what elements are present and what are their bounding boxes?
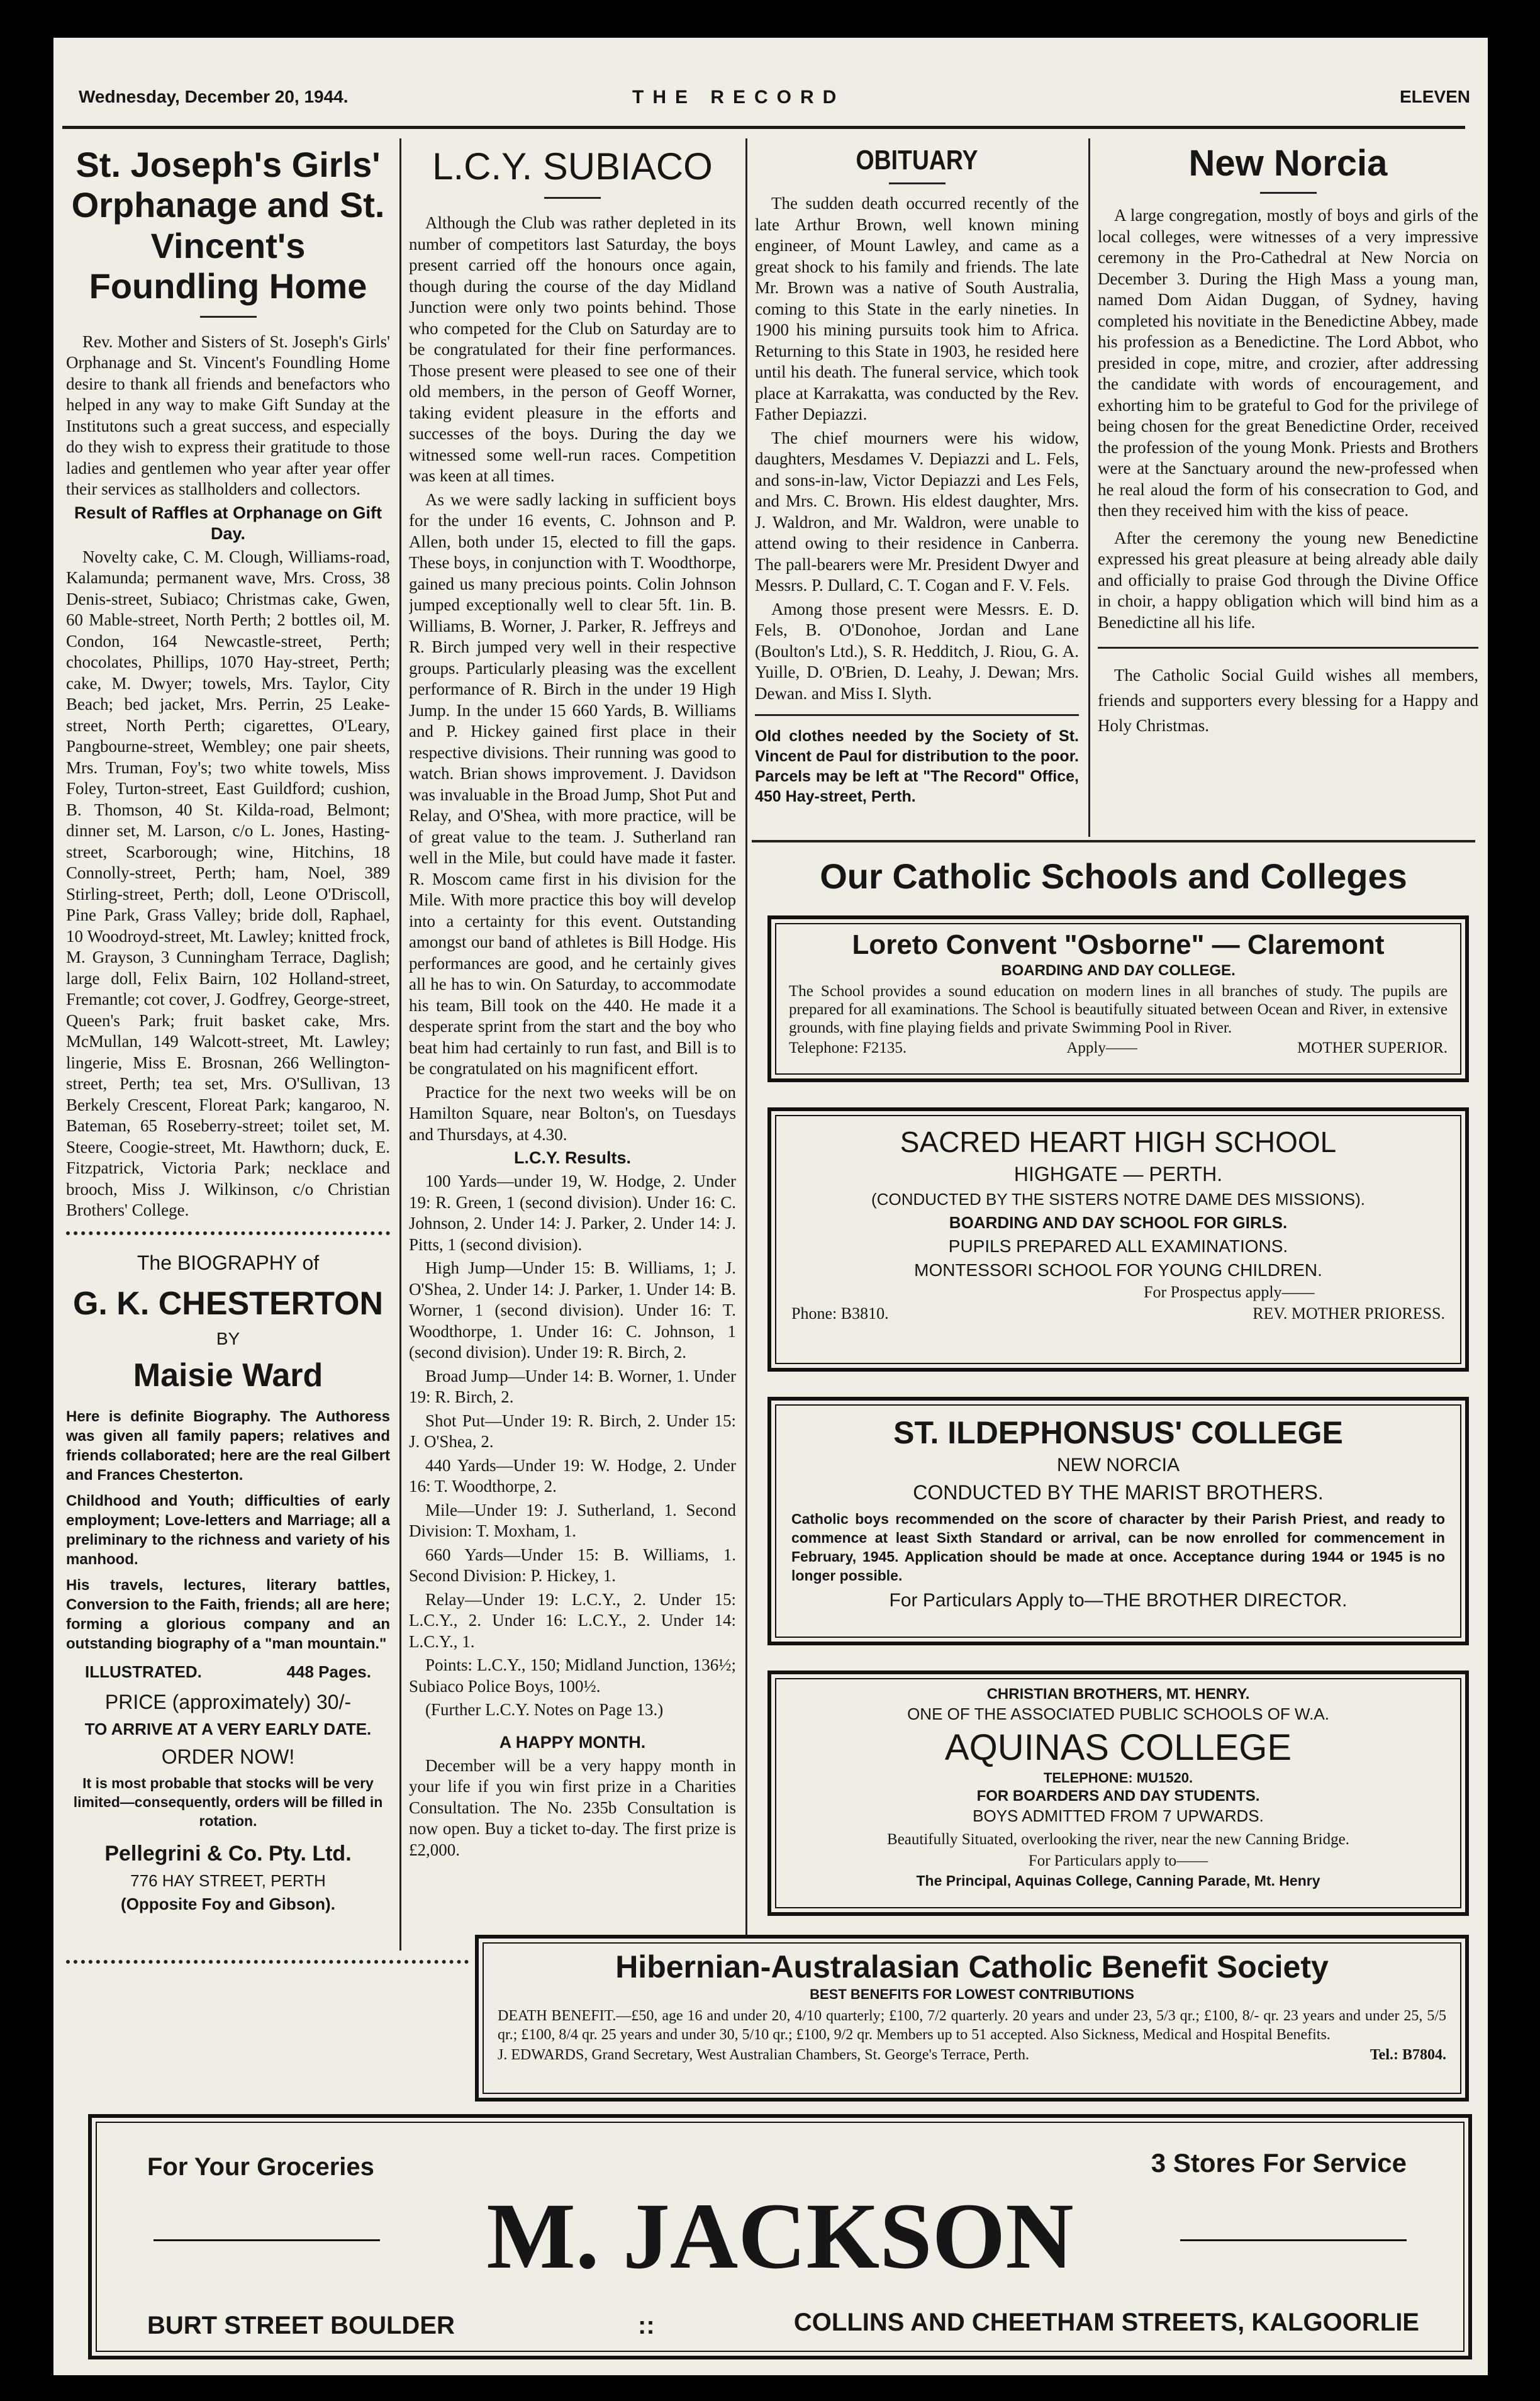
title-rule — [1260, 192, 1317, 194]
lcy-result-line: Mile—Under 19: J. Sutherland, 1. Second Division: T. Moxham, 1. — [409, 1500, 736, 1540]
ildephonsus-name: ST. ILDEPHONSUS' COLLEGE — [893, 1415, 1343, 1450]
lcy-body — [409, 213, 736, 1145]
aquinas-line-1: CHRISTIAN BROTHERS, MT. HENRY. — [986, 1686, 1250, 1703]
lcy-results-heading: L.C.Y. Results. — [513, 1148, 632, 1167]
jackson-separator: :: — [638, 2312, 655, 2339]
column-obituary — [755, 138, 1079, 837]
lcy-para-1: Although the Club was rather depleted in its number of competitors last Saturday, the boys present carried off the honours once again, though during the course of the day Midland Junction were only two points behind. Those who competed for the Club on Saturday are to be congratulated for their fine performances. Those present were pleased to see one of their old members, in the person of Geoff Worner, taking evident pleasure in the efforts and successes of the boys. During the day we witnessed some well-run races. Competition was keen at all times. — [409, 213, 736, 485]
issue-date: Wednesday, December 20, 1944. — [79, 87, 349, 106]
hibernian-secretary: J. EDWARDS, Grand Secretary, West Australian Chambers, St. George's Terrace, Perth. — [498, 2047, 1029, 2063]
norcia-body — [1098, 205, 1478, 633]
hibernian-tagline: BEST BENEFITS FOR LOWEST CONTRIBUTIONS — [810, 1986, 1134, 2002]
biography-subject: G. K. CHESTERTON — [72, 1285, 384, 1322]
loreto-ad-inner — [775, 923, 1461, 1075]
lcy-results — [409, 1171, 736, 1721]
clothes-notice — [755, 726, 1079, 807]
obituary-title: OBITUARY — [856, 145, 978, 176]
jackson-ad — [88, 2114, 1472, 2359]
dotted-divider — [66, 1960, 469, 1964]
lcy-para-2: As we were sadly lacking in sufficient boys for the under 16 events, C. Johnson and P. Allen, both under 15, elected to fill the gaps. These boys, in conjunction with T. Woodthorpe, gained us many precious points. Colin Johnson jumped exceptionally well to clear 5ft. 1in. B. Williams, B. Worner, J. Parker, R. Jeffreys and R. Birch jumped very well in their respective groups. Particularly pleasing was the excellent performance of R. Birch in the under 19 High Jump. In the under 15 660 Yards, B. Williams and P. Hickey gained first place in their respective divisions. Their running was good to watch. Brian shows improvement. J. Davidson was invaluable in the Broad Jump, Shot Put and Relay, and O'Shea, with more practice, will be of great value to the team. J. Sutherland ran well in the Mile, but could have made it faster. R. Moscom came first in his division for the Mile. With more practice this boy will develop into a certainty for this event. Outstanding amongst our band of athletes is Bill Hodge. His performances are good, and he certainly gives all he has to win. On Saturday, to accommodate his team, Bill took on the 440. He made it a desperate sprint from the start and the boy who beat him had certainly to run fast, and Bill is to be congratulated on his magnificent effort. — [409, 490, 736, 1078]
orphanage-title: St. Joseph's Girls' Orphanage and St. Vincent's Foundling Home — [71, 145, 385, 306]
section-rule — [1098, 647, 1478, 649]
obituary-body — [755, 193, 1079, 704]
sacred-montessori: MONTESSORI SCHOOL FOR YOUNG CHILDREN. — [914, 1260, 1322, 1280]
masthead: THE RECORD — [632, 87, 845, 108]
price-label: PRICE (approximately) 30/- — [104, 1690, 352, 1713]
lcy-result-line: Broad Jump—Under 14: B. Worner, 1. Under 19: R. Birch, 2. — [409, 1366, 736, 1406]
obituary-para-2: The chief mourners were his widow, daughters, Mesdames V. Depiazzi and L. Fels, and sons-in-law, Victor Depiazzi and Les Fels, and Mrs. C. Brown. His eldest daughter, Mrs. J. Waldron, and Mr. Waldron, were unable to attend owing to their residence in Canberra. The pall-bearers were Mr. President Dwyer and Messrs. P. Dullard, C. T. Cogan and F. V. Fels. — [755, 428, 1079, 595]
order-now: ORDER NOW! — [161, 1745, 295, 1768]
page-number: ELEVEN — [1400, 87, 1471, 106]
ildephonsus-conducted: CONDUCTED BY THE MARIST BROTHERS. — [913, 1481, 1324, 1504]
jackson-right-address: COLLINS AND CHEETHAM STREETS, KALGOORLIE — [793, 2309, 1419, 2336]
column-rule — [399, 138, 401, 1950]
hibernian-ad — [475, 1935, 1469, 2102]
lcy-result-line: Relay—Under 19: L.C.Y., 2. Under 15: L.C.Y., 2. Under 16: L.C.Y., 2. Under 14: L.C.Y., 1. — [409, 1589, 736, 1651]
jackson-ad-inner — [96, 2122, 1465, 2352]
lcy-result-line: Points: L.C.Y., 150; Midland Junction, 136½; Subiaco Police Boys, 100½. — [409, 1655, 736, 1696]
loreto-contact: MOTHER SUPERIOR. — [1297, 1039, 1448, 1056]
raffle-results — [66, 547, 390, 1221]
lcy-result-line: 660 Yards—Under 15: B. Williams, 1. Second Division: P. Hickey, 1. — [409, 1545, 736, 1585]
pages-label: 448 Pages. — [286, 1662, 371, 1681]
lcy-result-line: High Jump—Under 15: B. Williams, 1; J. O'Shea, 2. Under 14: J. Parker, 1. Under 14: B. Worner, 1 (second division). Under 16: T. Woodthorpe, 1. Under 16: C. Johnson, 1 (second division). Under 19: R. Birch, 2. — [409, 1258, 736, 1362]
column-lcy — [409, 138, 736, 1950]
norcia-para-1: A large congregation, mostly of boys and girls of the local colleges, were witnesses of a very impressive ceremony in the Pro-Cathedral at New Norcia on December 3. During the High Mass a young man, named Dom Aidan Duggan, of Sydney, having completed his novitiate in the Benedictine Abbey, made his profession as a Benedictine. The Lord Abbot, who presided in cope, mitre, and crozier, after addressing the candidate with words of encouragement, and exhorting him to be grateful to God for the privilege of being chosen for the great Benedictine Order, received the profession of the young Monk. Priests and Brothers were at the Sanctuary around the new-professed when he real aloud the form of his consecration to God, and then they received him with the kiss of peace. — [1098, 206, 1478, 520]
schools-rule — [752, 840, 1475, 842]
hibernian-text: DEATH BENEFIT.—£50, age 16 and under 20, 4/10 quarterly; £100, 7/2 quarterly. 20 years and under 23, 5/3 qr.; £100, 8/- qr. 23 years and under 25, 5/5 qr.; £100, 8/4 qr. 25 years and under 30, 5/10 qr.; £100, 9/2 qr. Members up to 51 accepted. Also Sickness, Medical and Hospital Benefits. — [498, 2008, 1446, 2043]
jackson-name: M. JACKSON — [486, 2184, 1074, 2288]
aquinas-line-2: ONE OF THE ASSOCIATED PUBLIC SCHOOLS OF W.A. — [907, 1704, 1329, 1723]
lcy-result-line: 440 Yards—Under 19: W. Hodge, 2. Under 16: T. Woodthorpe, 2. — [409, 1455, 736, 1496]
ildephonsus-desc-wrap — [791, 1509, 1445, 1585]
biography-by: BY — [216, 1328, 240, 1348]
seller-name: Pellegrini & Co. Pty. Ltd. — [104, 1841, 352, 1866]
sacred-heart-ad — [767, 1107, 1469, 1372]
biography-blurb — [66, 1407, 390, 1654]
stock-note: It is most probable that stocks will be very limited—consequently, orders will be filled in rotation. — [73, 1774, 383, 1829]
biography-para-1: Here is definite Biography. The Authoress was given all family papers; relatives and friends collaborated; here are the real Gilbert and Frances Chesterton. — [66, 1408, 390, 1484]
loreto-ad — [767, 915, 1469, 1082]
aquinas-boys: BOYS ADMITTED FROM 7 UPWARDS. — [973, 1806, 1264, 1825]
loreto-phone: Telephone: F2135. — [789, 1039, 907, 1056]
dotted-divider — [66, 1231, 390, 1241]
sacred-conducted: (CONDUCTED BY THE SISTERS NOTRE DAME DES MISSIONS). — [871, 1190, 1365, 1209]
lcy-title: L.C.Y. SUBIACO — [432, 145, 713, 187]
happy-month-text: December will be a very happy month in your life if you win first prize in a Charities Consultation. The No. 235b Consultation is now open. Buy a ticket to-day. The first prize is £2,000. — [409, 1755, 736, 1859]
orphanage-thanks: Rev. Mother and Sisters of St. Joseph's Girls' Orphanage and St. Vincent's Foundling Home desire to thank all friends and benefactors who helped in any way to make Gift Sunday at the Institutons such a great success, and especially do they wish to express their gratitude to those ladies and gentlemen who year after year offer their services as stallholders and collectors. — [66, 332, 390, 499]
aquinas-type: FOR BOARDERS AND DAY STUDENTS. — [976, 1788, 1260, 1805]
loreto-type: BOARDING AND DAY COLLEGE. — [1001, 962, 1236, 979]
illustrated-label: ILLUSTRATED. — [85, 1662, 202, 1681]
orphanage-body — [66, 332, 390, 500]
column-orphanage — [66, 138, 390, 1950]
title-rule — [544, 197, 601, 199]
sacred-phone: Phone: B3810. — [791, 1304, 889, 1323]
ildephonsus-place: NEW NORCIA — [1057, 1455, 1180, 1475]
guild-text: The Catholic Social Guild wishes all members, friends and supporters every blessing for a Happy and Holy Christmas. — [1098, 666, 1478, 735]
happy-month-body — [409, 1755, 736, 1861]
biography-intro: The BIOGRAPHY of — [137, 1251, 320, 1274]
raffle-list: Novelty cake, C. M. Clough, Williams-road, Kalamunda; permanent wave, Mrs. Cross, 38 Denis-street, Subiaco; Christmas cake, Gwen, 60 Mable-street, North Perth; 2 bottles oil, M. Condon, 164 Newcastle-street, Perth; chocolates, Phillips, 1070 Hay-street, Perth; cake, M. Dwyer; towels, Mrs. Taylor, City Beach; bed jacket, Mrs. Perrin, 25 Leake-street, North Perth; cigarettes, O'Leary, Pangbourne-street, Wembley; one pair sheets, Mrs. Truman, Foy's; two white towels, Miss Foley, Turton-street, East Guildford; cushion, B. Thomson, 40 St. Kilda-road, Belmont; dinner set, M. Larson, c/o L. Jones, Hasting-street, Scarborough; wine, Hitchins, 18 Connolly-street, Perth; ham, Noel, 389 Stirling-street, Perth; doll, Leone O'Driscoll, Pine Park, Grass Valley; bride doll, Raphael, 10 Woodroyd-street, Mt. Lawley; knitted frock, M. Grayson, 3 Cunningham Terrace, Daglish; large doll, Felix Bairn, 102 Holland-street, Fremantle; cot cover, J. Godfrey, George-street, Queen's Park; fruit basket cake, Mrs. McMullan, 149 Walcott-street, Mt. Lawley; lingerie, Miss E. Brosnan, 266 Wellington-street, Perth; tea set, Mrs. O'Sullivan, 13 Berkely Crescent, Floreat Park; kangaroo, N. Bateman, 65 Roseberry-street; toilet set, M. Steere, Coogie-street, Mt. Hawthorn; duck, E. Fitzpatrick, Victoria Park; necklace and brooch, Miss J. Wilkinson, c/o Christian Brothers' College. — [66, 547, 390, 1220]
hibernian-name: Hibernian-Australasian Catholic Benefit Society — [615, 1949, 1329, 1984]
biography-details — [85, 1662, 371, 1682]
biography-para-2: Childhood and Youth; difficulties of early employment; Love-letters and Marriage; all a preliminary to the richness and variety of his manhood. — [66, 1492, 390, 1568]
lcy-para-3: Practice for the next two weeks will be on Hamilton Square, near Bolton's, on Tuesdays and Thursdays, at 4.30. — [409, 1082, 736, 1144]
aquinas-name: AQUINAS COLLEGE — [944, 1727, 1292, 1768]
hibernian-ad-inner — [483, 1942, 1461, 2094]
aquinas-situated: Beautifully Situated, overlooking the river, near the new Canning Bridge. — [887, 1831, 1349, 1848]
ildephonsus-desc: Catholic boys recommended on the score of character by their Parish Priest, and ready to commence at least Sixth Standard or arrival, can be now enrolled for commencement in February, 1945. Application should be made at once. Acceptance during 1944 or 1945 is no longer possible. — [791, 1511, 1445, 1584]
section-rule — [755, 714, 1079, 716]
obituary-para-3: Among those present were Messrs. E. D. Fels, B. O'Donohoe, Jordan and Lane (Boulton's Ltd.), S. R. Hedditch, J. Riou, G. A. Yuille, D. O'Brien, D. Leahy, J. Dewan; Mrs. Dewan. and Miss I. Slyth. — [755, 599, 1079, 703]
sacred-name: SACRED HEART HIGH SCHOOL — [900, 1126, 1337, 1158]
norcia-para-2: After the ceremony the young new Benedictine expressed his great pleasure at being already able daily and officially to praise God through the Divine Office in choir, a happy obligation which will bind him as a Benedictine all his life. — [1098, 528, 1478, 632]
header-rule — [62, 126, 1465, 129]
obituary-para-1: The sudden death occurred recently of the late Arthur Brown, well known mining engineer, of Mount Lawley, and came as a great shock to his family and friends. The late Mr. Brown was a native of South Australia, coming to this State in the early nineties. In 1900 his mining pursuits took him to Africa. Returning to this State in 1903, he resided here until his death. The funeral service, which took place at Karrakatta, was conducted by the Rev. Father Depiazzi. — [755, 194, 1079, 423]
column-norcia — [1098, 138, 1478, 837]
sacred-prospectus: For Prospectus apply—— — [1144, 1283, 1315, 1301]
column-rule — [1088, 138, 1090, 837]
schools-heading: Our Catholic Schools and Colleges — [820, 856, 1407, 896]
jackson-left-address: BURT STREET BOULDER — [147, 2312, 455, 2339]
loreto-desc-wrap — [789, 982, 1448, 1037]
happy-month-heading: A HAPPY MONTH. — [499, 1732, 646, 1752]
hibernian-contact-row — [498, 2047, 1446, 2064]
biography-author: Maisie Ward — [133, 1357, 323, 1394]
sacred-contact-row — [791, 1304, 1445, 1323]
seller-address: 776 HAY STREET, PERTH — [130, 1871, 326, 1890]
ildephonsus-ad — [767, 1397, 1469, 1645]
clothes-text: Old clothes needed by the Society of St. Vincent de Paul for distribution to the poor. Parcels may be left at "The Record" Office, 450 Hay-street, Perth. — [755, 727, 1079, 805]
arrival-note: TO ARRIVE AT A VERY EARLY DATE. — [84, 1719, 372, 1738]
guild-notice — [1098, 663, 1478, 738]
column-rule — [745, 138, 747, 1950]
seller-opposite: (Opposite Foy and Gibson). — [121, 1894, 335, 1913]
raffle-heading: Result of Raffles at Orphanage on Gift Day. — [74, 503, 382, 543]
sacred-type: BOARDING AND DAY SCHOOL FOR GIRLS. — [949, 1213, 1288, 1232]
aquinas-phone: TELEPHONE: MU1520. — [1043, 1770, 1193, 1786]
sacred-heart-ad-inner — [775, 1115, 1461, 1364]
lcy-result-line: (Further L.C.Y. Notes on Page 13.) — [425, 1700, 664, 1719]
jackson-right-tag: 3 Stores For Service — [1151, 2148, 1407, 2178]
aquinas-ad — [767, 1671, 1469, 1916]
lcy-result-line: 100 Yards—under 19, W. Hodge, 2. Under 19: R. Green, 1 (second division). Under 16: C. Johnson, 2. Under 14: J. Parker, 2. Under 14: J. Pitts, 1 (second division). — [409, 1172, 736, 1254]
hibernian-tel: Tel.: B7804. — [1370, 2047, 1446, 2063]
norcia-title: New Norcia — [1188, 143, 1388, 184]
newspaper-page — [53, 38, 1488, 2375]
aquinas-apply: For Particulars apply to—— — [1028, 1852, 1208, 1869]
loreto-desc: The School provides a sound education on modern lines in all branches of study. The pupils are prepared for all examinations. The School is beautifully situated between Ocean and River, in extensive grounds, with fine playing fields and private Swimming Pool in River. — [789, 983, 1448, 1036]
sacred-exams: PUPILS PREPARED ALL EXAMINATIONS. — [948, 1236, 1288, 1256]
sacred-place: HIGHGATE — PERTH. — [1013, 1163, 1223, 1185]
hibernian-text-wrap — [498, 2006, 1446, 2044]
loreto-name: Loreto Convent "Osborne" — Claremont — [852, 929, 1385, 960]
title-rule — [200, 316, 257, 318]
aquinas-ad-inner — [775, 1678, 1461, 1908]
loreto-contact-row — [789, 1039, 1448, 1057]
ildephonsus-apply: For Particulars Apply to—THE BROTHER DIRECTOR. — [889, 1590, 1348, 1611]
lcy-result-line: Shot Put—Under 19: R. Birch, 2. Under 15: J. O'Shea, 2. — [409, 1411, 736, 1451]
jackson-left-tag: For Your Groceries — [147, 2153, 374, 2181]
biography-para-3: His travels, lectures, literary battles, Conversion to the Faith, friends; all are here; forming a glorious company and an outstanding biography of a "man mountain." — [66, 1576, 390, 1652]
aquinas-principal: The Principal, Aquinas College, Canning Parade, Mt. Henry — [916, 1872, 1320, 1889]
loreto-apply: Apply—— — [1066, 1039, 1137, 1056]
title-rule — [889, 182, 946, 184]
sacred-contact: REV. MOTHER PRIORESS. — [1253, 1304, 1445, 1323]
ildephonsus-ad-inner — [775, 1404, 1461, 1638]
